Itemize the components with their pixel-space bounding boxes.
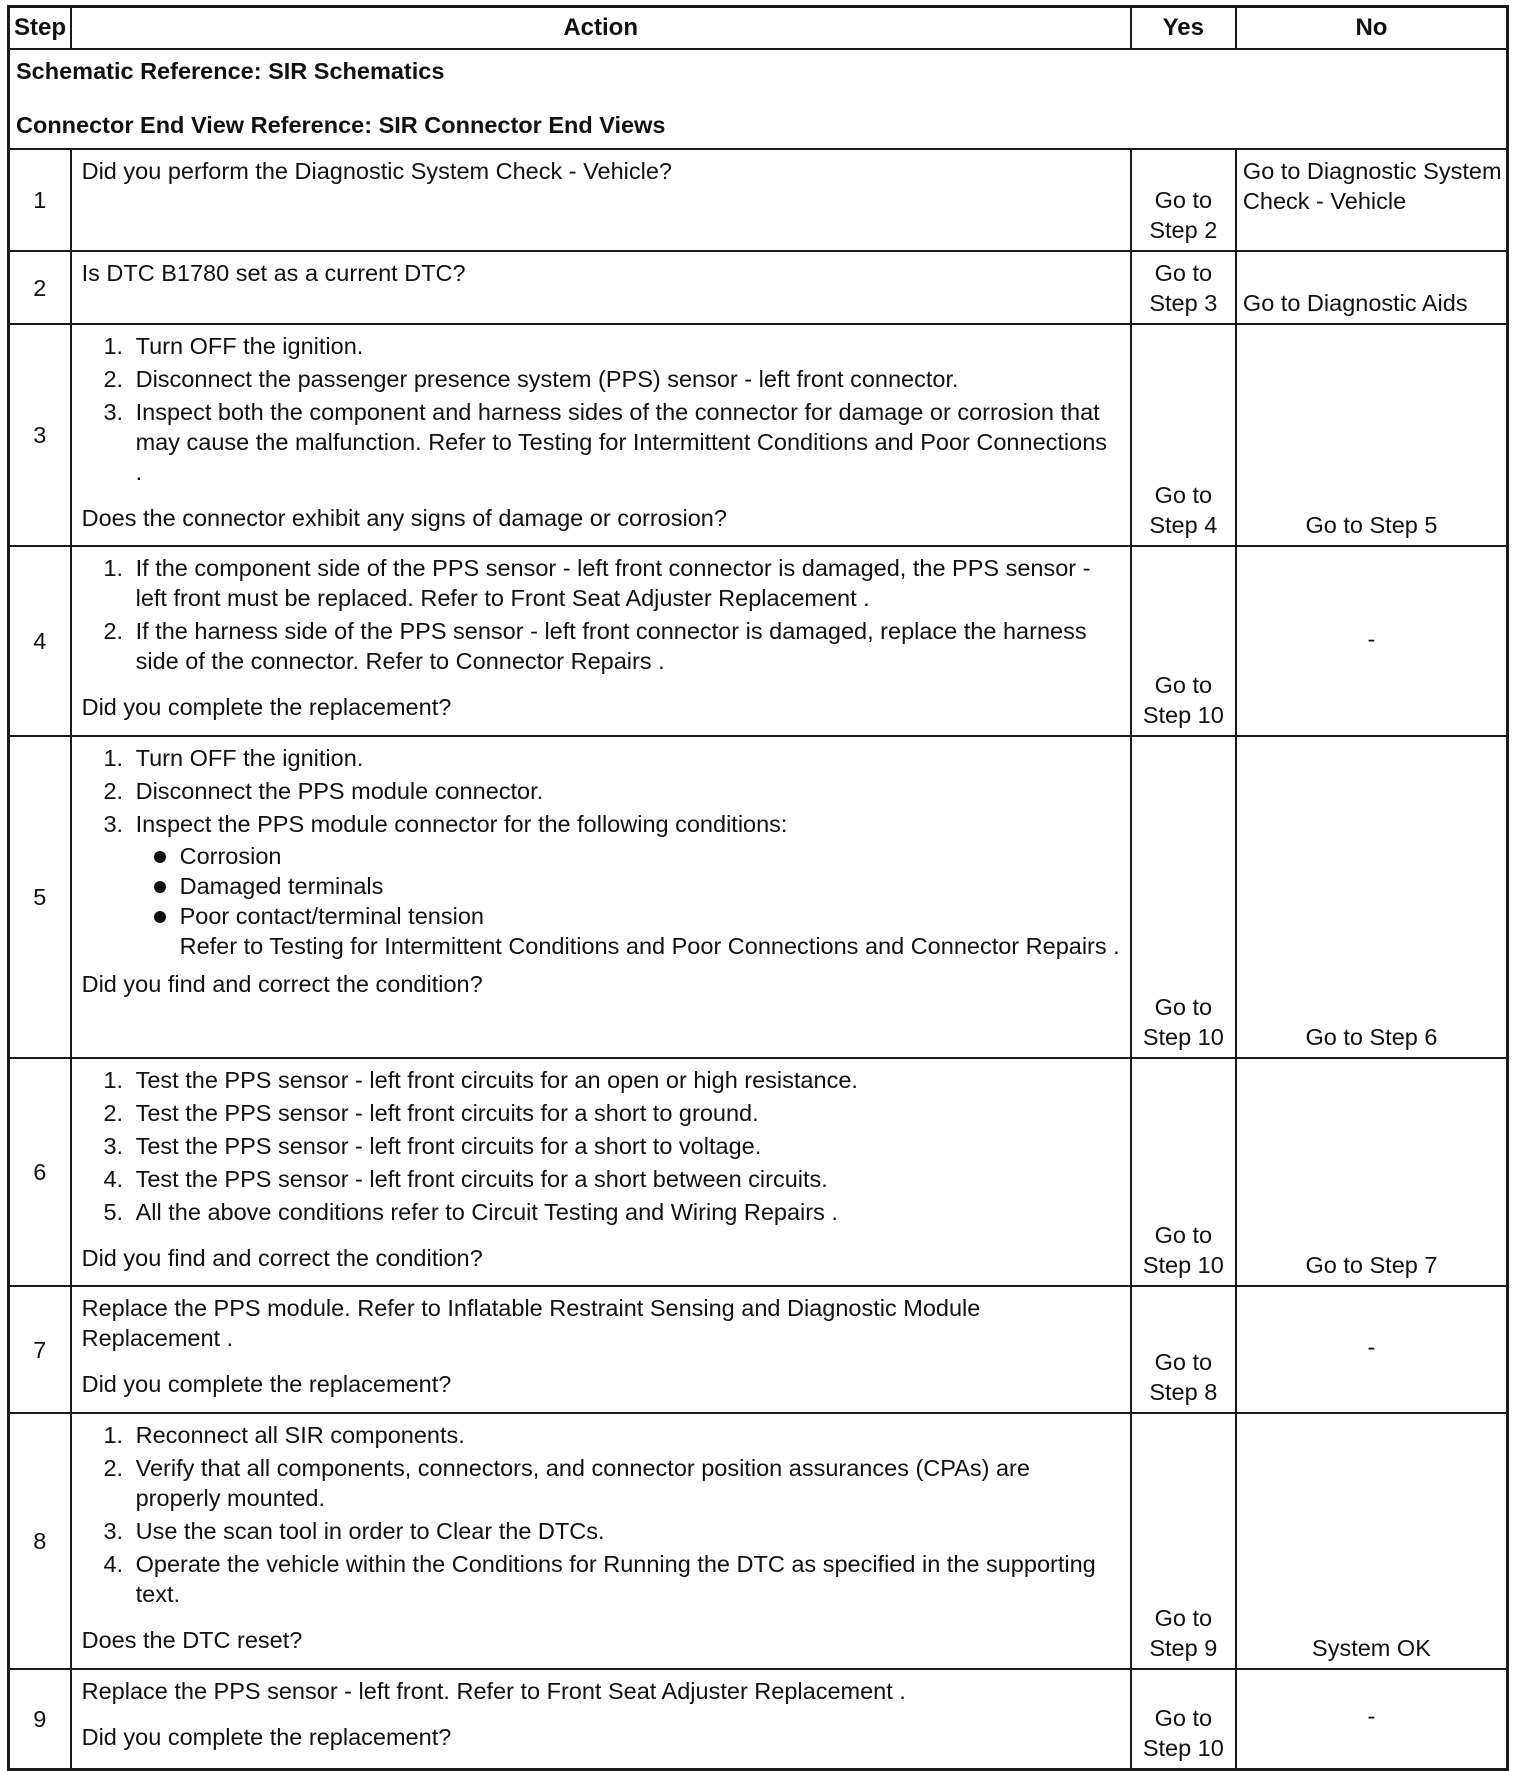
step-number: 3 xyxy=(9,324,71,546)
action-cell xyxy=(71,736,1131,1058)
header-no: No xyxy=(1236,7,1508,50)
action-question: Is DTC B1780 set as a current DTC? xyxy=(81,260,466,286)
table-row xyxy=(9,1286,1508,1413)
table-row xyxy=(9,1058,1508,1286)
action-question: Does the DTC reset? xyxy=(81,1627,303,1653)
table-row xyxy=(9,736,1508,1058)
list-item: 5. All the above conditions refer to Circuit Testing and Wiring Repairs . xyxy=(130,1197,1120,1227)
action-question: Did you find and correct the condition? xyxy=(81,1245,483,1271)
action-cell xyxy=(71,149,1131,251)
yes-cell: Go to Step 10 xyxy=(1131,1058,1236,1286)
step-number: 9 xyxy=(9,1669,71,1769)
action-text: Replace the PPS sensor - left front. Refer to Front Seat Adjuster Replacement . xyxy=(81,1678,906,1704)
list-item: 3. Test the PPS sensor - left front circuits for a short to voltage. xyxy=(130,1131,1120,1161)
step-number: 2 xyxy=(9,251,71,324)
no-cell: Go to Step 6 xyxy=(1236,736,1508,1058)
action-steps xyxy=(82,553,1120,676)
action-cell xyxy=(71,251,1131,324)
yes-cell: Go to Step 4 xyxy=(1131,324,1236,546)
list-item: 4. Operate the vehicle within the Conditions for Running the DTC as specified in the supporting text. xyxy=(130,1549,1120,1609)
action-question: Did you complete the replacement? xyxy=(81,694,452,720)
table-row xyxy=(9,546,1508,736)
bullet-item xyxy=(136,901,1120,961)
action-cell xyxy=(71,1058,1131,1286)
no-cell: - xyxy=(1236,1669,1508,1769)
condition-list xyxy=(136,841,1120,961)
reference-cell xyxy=(9,49,1508,149)
no-cell: Go to Diagnostic Aids xyxy=(1236,251,1508,324)
list-item: 1. Test the PPS sensor - left front circuits for an open or high resistance. xyxy=(130,1065,1120,1095)
bullet-text: Damaged terminals xyxy=(179,873,384,899)
header-step: Step xyxy=(9,7,71,50)
action-cell xyxy=(71,1286,1131,1413)
yes-cell: Go to Step 10 xyxy=(1131,1669,1236,1769)
list-item: 3. Inspect both the component and harness sides of the connector for damage or corrosion that may cause the malfunction. Refer to Testing for Intermittent Conditions and Poor Connections . xyxy=(130,397,1120,487)
step-number: 7 xyxy=(9,1286,71,1413)
action-steps xyxy=(82,331,1120,487)
step-number: 8 xyxy=(9,1413,71,1669)
action-text: Replace the PPS module. Refer to Inflatable Restraint Sensing and Diagnostic Module Replacement . xyxy=(81,1295,981,1351)
bullet-text: Poor contact/terminal tension xyxy=(179,903,484,929)
yes-cell: Go to Step 10 xyxy=(1131,546,1236,736)
bullet-icon xyxy=(154,911,166,923)
action-steps xyxy=(82,1065,1120,1227)
bullet-icon xyxy=(154,881,166,893)
header-yes: Yes xyxy=(1131,7,1236,50)
list-item: 4. Test the PPS sensor - left front circuits for a short between circuits. xyxy=(130,1164,1120,1194)
no-cell: Go to Step 7 xyxy=(1236,1058,1508,1286)
no-cell: System OK xyxy=(1236,1413,1508,1669)
action-question: Does the connector exhibit any signs of damage or corrosion? xyxy=(81,505,727,531)
bullet-note: Refer to Testing for Intermittent Conditions and Poor Connections and Connector Repairs . xyxy=(179,933,1120,959)
list-item: 2. If the harness side of the PPS sensor - left front connector is damaged, replace the harness side of the connector. Refer to Connector Repairs . xyxy=(130,616,1120,676)
bullet-icon xyxy=(154,851,166,863)
action-question: Did you complete the replacement? xyxy=(81,1724,452,1750)
no-cell: - xyxy=(1236,546,1508,736)
yes-cell: Go to Step 10 xyxy=(1131,736,1236,1058)
bullet-item xyxy=(136,871,1120,901)
list-item: 2. Disconnect the PPS module connector. xyxy=(130,776,1120,806)
list-item-text: Inspect the PPS module connector for the following conditions: xyxy=(135,811,788,837)
table-row xyxy=(9,324,1508,546)
yes-cell: Go to Step 2 xyxy=(1131,149,1236,251)
list-item: 1. Reconnect all SIR components. xyxy=(130,1420,1120,1450)
action-cell xyxy=(71,1413,1131,1669)
action-steps xyxy=(82,743,1120,961)
action-question: Did you find and correct the condition? xyxy=(81,971,483,997)
action-question: Did you complete the replacement? xyxy=(81,1371,452,1397)
list-item: 2. Verify that all components, connectors, and connector position assurances (CPAs) are properly mounted. xyxy=(130,1453,1120,1513)
list-item xyxy=(130,809,1120,961)
header-row xyxy=(9,7,1508,50)
schematic-reference: Schematic Reference: SIR Schematics xyxy=(16,58,445,84)
bullet-item xyxy=(136,841,1120,871)
action-steps xyxy=(82,1420,1120,1609)
list-item: 2. Test the PPS sensor - left front circuits for a short to ground. xyxy=(130,1098,1120,1128)
bullet-text: Corrosion xyxy=(179,843,282,869)
step-number: 5 xyxy=(9,736,71,1058)
table-row xyxy=(9,1669,1508,1769)
action-question: Did you perform the Diagnostic System Check - Vehicle? xyxy=(81,158,672,184)
header-action: Action xyxy=(71,7,1131,50)
list-item: 1. Turn OFF the ignition. xyxy=(130,331,1120,361)
step-number: 4 xyxy=(9,546,71,736)
table-row xyxy=(9,1413,1508,1669)
list-item: 1. If the component side of the PPS sensor - left front connector is damaged, the PPS sensor - left front must be replaced. Refer to Front Seat Adjuster Replacement . xyxy=(130,553,1120,613)
no-cell: Go to Step 5 xyxy=(1236,324,1508,546)
action-cell xyxy=(71,546,1131,736)
no-cell: Go to Diagnostic System Check - Vehicle xyxy=(1236,149,1508,251)
action-cell xyxy=(71,324,1131,546)
step-number: 1 xyxy=(9,149,71,251)
list-item: 1. Turn OFF the ignition. xyxy=(130,743,1120,773)
diagnostic-table xyxy=(7,5,1509,1771)
no-cell: - xyxy=(1236,1286,1508,1413)
action-cell xyxy=(71,1669,1131,1769)
yes-cell: Go to Step 8 xyxy=(1131,1286,1236,1413)
connector-reference: Connector End View Reference: SIR Connector End Views xyxy=(16,112,666,138)
yes-cell: Go to Step 3 xyxy=(1131,251,1236,324)
table-row xyxy=(9,149,1508,251)
list-item: 2. Disconnect the passenger presence system (PPS) sensor - left front connector. xyxy=(130,364,1120,394)
table-row xyxy=(9,251,1508,324)
step-number: 6 xyxy=(9,1058,71,1286)
reference-row xyxy=(9,49,1508,149)
yes-cell: Go to Step 9 xyxy=(1131,1413,1236,1669)
list-item: 3. Use the scan tool in order to Clear the DTCs. xyxy=(130,1516,1120,1546)
